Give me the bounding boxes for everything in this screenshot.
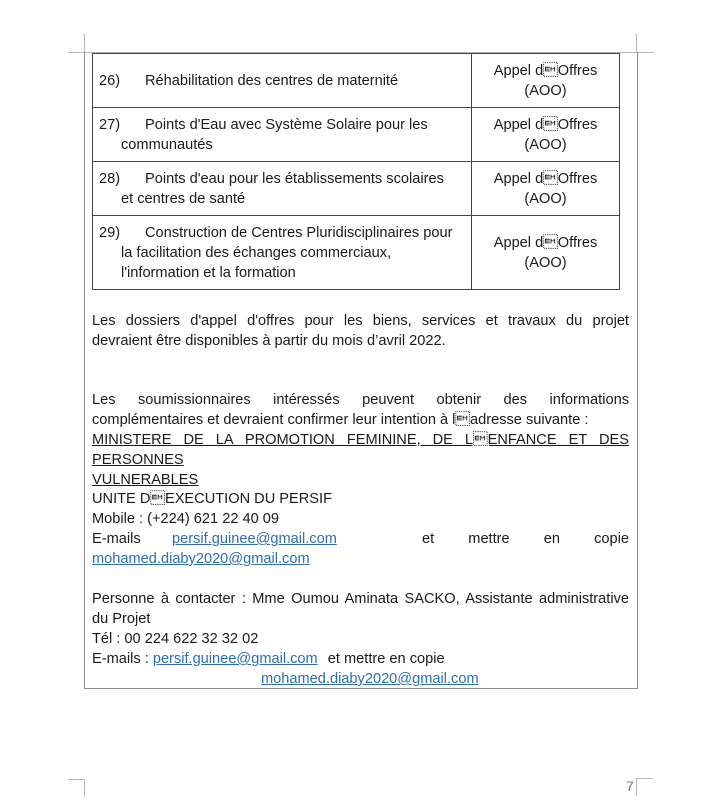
procurement-method bbox=[472, 108, 620, 162]
crop-mark-bottom-right-v bbox=[636, 778, 637, 796]
item-number: 29) bbox=[99, 224, 121, 241]
item-text: communautés bbox=[121, 136, 213, 153]
item-number: 27) bbox=[99, 116, 121, 133]
bidders-line: complémentaires et devraient confirmer leur intention à ladresse suivante : bbox=[92, 412, 589, 428]
person-contact-block bbox=[92, 589, 629, 689]
page-number: 7 bbox=[626, 778, 634, 794]
procurement-method bbox=[472, 54, 620, 108]
email-link-copy[interactable]: mohamed.diaby2020@gmail.com bbox=[261, 671, 479, 687]
method-code: (AOO) bbox=[524, 190, 567, 207]
contact-phone: Tél : 00 224 622 32 32 02 bbox=[92, 631, 259, 647]
item-text: Construction de Centres Pluridisciplinaires pour bbox=[145, 224, 453, 241]
method-code: (AOO) bbox=[524, 82, 567, 99]
email-link-primary[interactable]: persif.guinee@gmail.com bbox=[172, 531, 337, 547]
copy-text: et mettre en copie bbox=[422, 531, 629, 547]
crop-mark-bottom-left-h bbox=[68, 779, 85, 780]
table-row bbox=[93, 54, 620, 108]
method-label: Appel dOffres bbox=[493, 62, 598, 79]
copy-text: et mettre en copie bbox=[327, 651, 445, 667]
unit-contact-block bbox=[92, 489, 629, 569]
item-number: 26) bbox=[99, 72, 121, 89]
availability-line: devraient être disponibles à partir du mois d’avril 2022. bbox=[92, 333, 446, 349]
item-text: Points d'eau pour les établissements scolaires bbox=[145, 170, 444, 187]
crop-mark-bottom-left-v bbox=[84, 779, 85, 797]
item-description bbox=[93, 216, 472, 290]
emails-label: E-mails bbox=[92, 531, 141, 547]
item-text: et centres de santé bbox=[121, 190, 246, 207]
method-label: Appel dOffres bbox=[493, 234, 598, 251]
table-row bbox=[93, 162, 620, 216]
item-description bbox=[93, 108, 472, 162]
method-label: Appel dOffres bbox=[493, 116, 598, 133]
email-link-copy[interactable]: mohamed.diaby2020@gmail.com bbox=[92, 551, 310, 567]
table-row bbox=[93, 108, 620, 162]
item-description bbox=[93, 162, 472, 216]
item-description bbox=[93, 54, 472, 108]
ministry-name: MINISTERE DE LA PROMOTION FEMININE, DE LENFANCE ET DES PERSONNES bbox=[92, 432, 629, 468]
email-link-primary[interactable]: persif.guinee@gmail.com bbox=[152, 651, 318, 667]
table-row bbox=[93, 216, 620, 290]
availability-line: Les dossiers d'appel d'offres pour les biens, services et travaux du projet bbox=[92, 313, 629, 329]
method-code: (AOO) bbox=[524, 254, 567, 271]
crop-mark-top-right-v bbox=[636, 34, 637, 52]
procurement-method bbox=[472, 162, 620, 216]
unit-mobile: Mobile : (+224) 621 22 40 09 bbox=[92, 511, 280, 527]
availability-paragraph bbox=[92, 311, 629, 351]
method-code: (AOO) bbox=[524, 136, 567, 153]
bidders-paragraph bbox=[92, 390, 629, 490]
method-label: Appel dOffres bbox=[493, 170, 598, 187]
crop-mark-top-left-v bbox=[84, 34, 85, 52]
procurement-table bbox=[92, 53, 620, 290]
item-text: la facilitation des échanges commerciaux, bbox=[121, 244, 392, 261]
ministry-name: VULNERABLES bbox=[92, 472, 199, 488]
item-number: 28) bbox=[99, 170, 121, 187]
contact-person: Personne à contacter : Mme Oumou Aminata SACKO, Assistante administrative bbox=[92, 591, 629, 607]
unit-name: UNITE DEXECUTION DU PERSIF bbox=[92, 491, 333, 507]
item-text: l'information et la formation bbox=[121, 264, 296, 281]
procurement-method bbox=[472, 216, 620, 290]
contact-person: du Projet bbox=[92, 611, 151, 627]
item-text: Points d'Eau avec Système Solaire pour les bbox=[145, 116, 428, 133]
item-text: Réhabilitation des centres de maternité bbox=[145, 72, 399, 89]
crop-mark-bottom-right-h bbox=[636, 778, 653, 779]
bidders-line: Les soumissionnaires intéressés peuvent obtenir des informations bbox=[92, 392, 629, 408]
emails-label: E-mails : bbox=[92, 651, 149, 667]
